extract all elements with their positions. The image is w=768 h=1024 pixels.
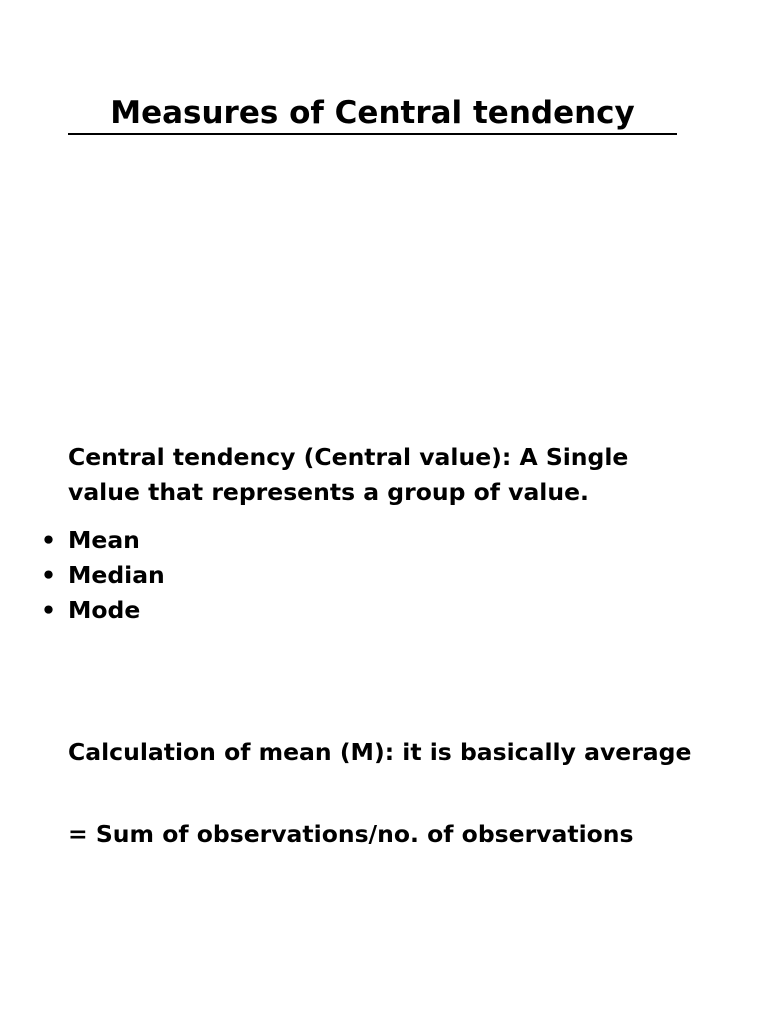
- measures-list: [41, 523, 165, 628]
- title-underline: [68, 133, 677, 135]
- bullet-icon: •: [41, 596, 57, 624]
- list-item-label: Median: [68, 561, 165, 589]
- bullet-icon: •: [41, 561, 57, 589]
- list-item-label: Mean: [68, 526, 140, 554]
- list-item-mean: [41, 523, 165, 558]
- list-item-mode: [41, 593, 165, 628]
- calculation-paragraph: Calculation of mean (M): it is basically average: [68, 738, 692, 766]
- list-item-median: [41, 558, 165, 593]
- definition-paragraph: Central tendency (Central value): A Single value that represents a group of value.: [68, 443, 629, 506]
- bullet-icon: •: [41, 526, 57, 554]
- list-item-label: Mode: [68, 596, 141, 624]
- formula-paragraph: = Sum of observations/no. of observations: [68, 820, 634, 848]
- page-title: Measures of Central tendency: [110, 95, 635, 131]
